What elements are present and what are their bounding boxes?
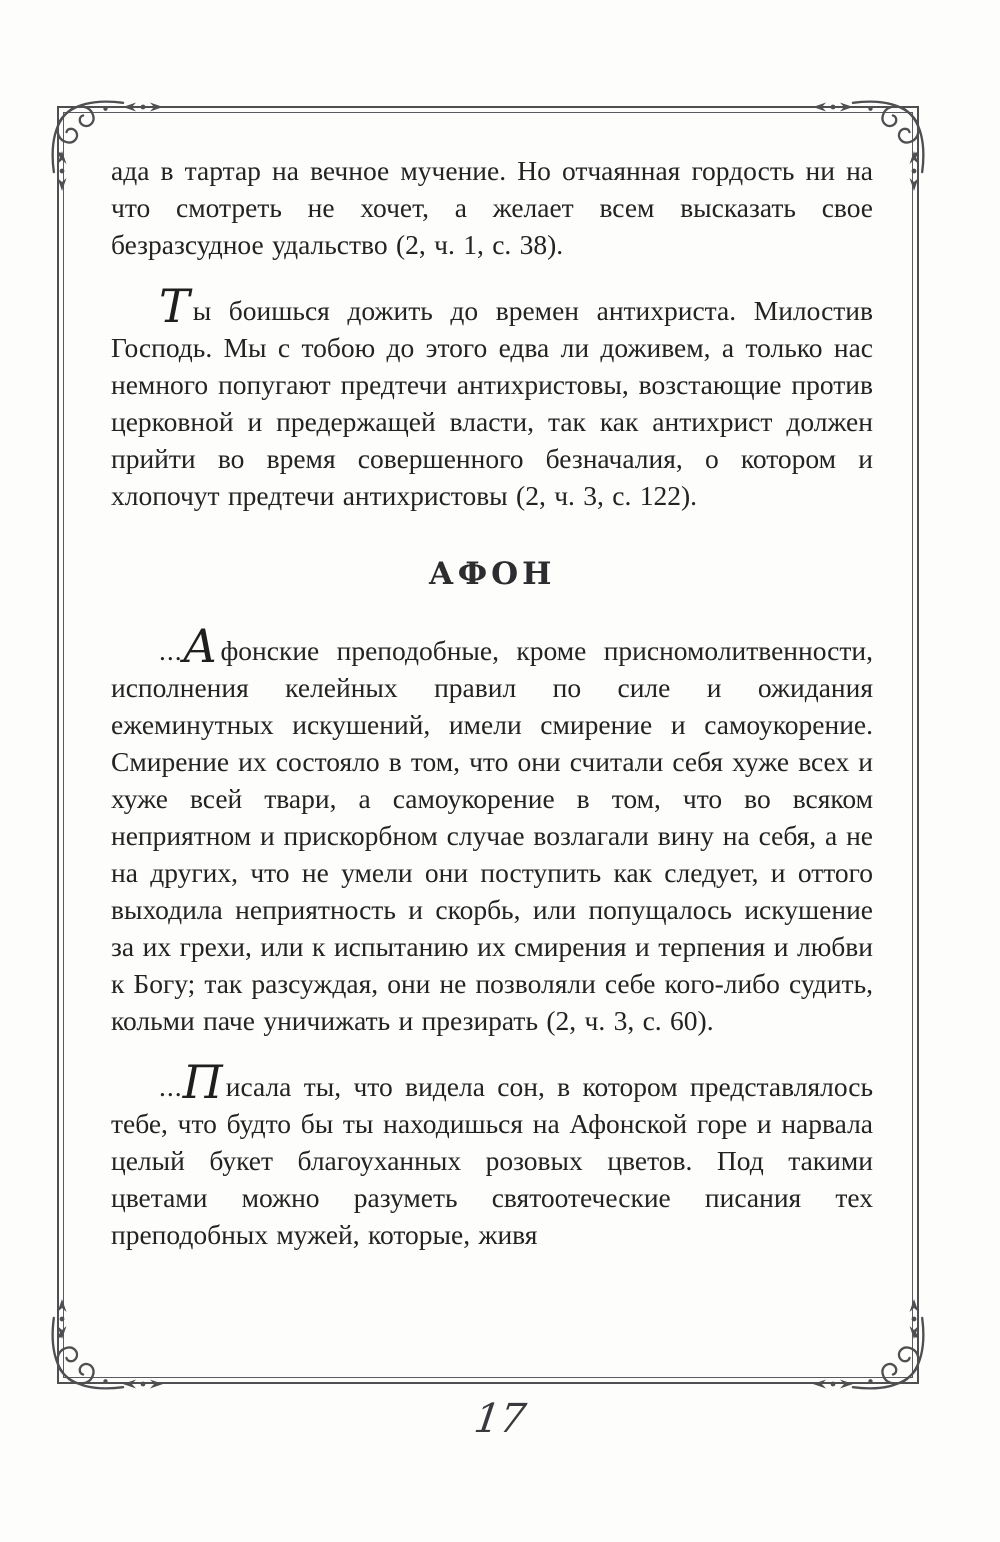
ellipsis-prefix: ... [159, 635, 183, 666]
border-dart-ornament-icon [121, 100, 165, 114]
drop-cap-initial: А [182, 619, 218, 673]
text-column [65, 114, 911, 1376]
drop-cap-initial: Т [159, 279, 190, 333]
ellipsis-prefix: ... [159, 1071, 183, 1102]
paragraph-text: ада в тартар на вечное мучение. Но отчаянная гордость ни на что смотреть не хочет, а желает всем высказать свое безразсудное удальство (2, ч. 1, с. 38). [111, 155, 873, 260]
border-dart-ornament-icon [811, 100, 855, 114]
paragraph-dream [111, 1055, 873, 1253]
paragraph-athos-fathers [111, 619, 873, 1039]
section-heading-afon: АФОН [428, 556, 556, 592]
paragraph-text: ы боишься дожить до времен антихриста. Милостив Господь. Мы с тобою до этого едва ли доживем, а только нас немного попугают предтечи антихристовы, возстающие против церковной и предержащей власти, так как антихрист должен прийти во время совершенного безначалия, о котором и хлопочут предтечи антихристовы (2, ч. 3, с. 122). [111, 295, 873, 511]
paragraph-continuation [111, 152, 873, 263]
drop-cap-initial: П [182, 1055, 223, 1109]
paragraph-antichrist [111, 279, 873, 514]
border-dart-ornament-icon [811, 1377, 855, 1391]
border-dart-ornament-icon [121, 1377, 165, 1391]
paragraph-text: фонские преподобные, кроме присномолитвенности, исполнения келейных правил по силе и ожидания ежеминутных искушений, имели смирение и самоукорение. Смирение их состояло в том, что они считали себя хуже всех и хуже всей твари, а самоукорение в том, что во всяком неприятном и прискорбном случае возлагали вину на себя, а не на других, что не умели они поступить как следует, и оттого выходила неприятность и скорбь, или попущалось искушение за их грехи, или к испытанию их смирения и терпения и любви к Богу; так разсуждая, они не позволяли себе кого-либо судить, кольми паче уничижать и презирать (2, ч. 3, с. 60). [111, 635, 873, 1036]
decorative-border [57, 106, 919, 1384]
paragraph-text: исала ты, что видела сон, в котором представлялось тебе, что будто бы ты находишься на Афонской горе и нарвала целый букет благоуханных розовых цветов. Под такими цветами можно разуметь святоотеческие писания тех преподобных мужей, которые, живя [111, 1071, 873, 1250]
page-number: 17 [471, 1396, 529, 1442]
